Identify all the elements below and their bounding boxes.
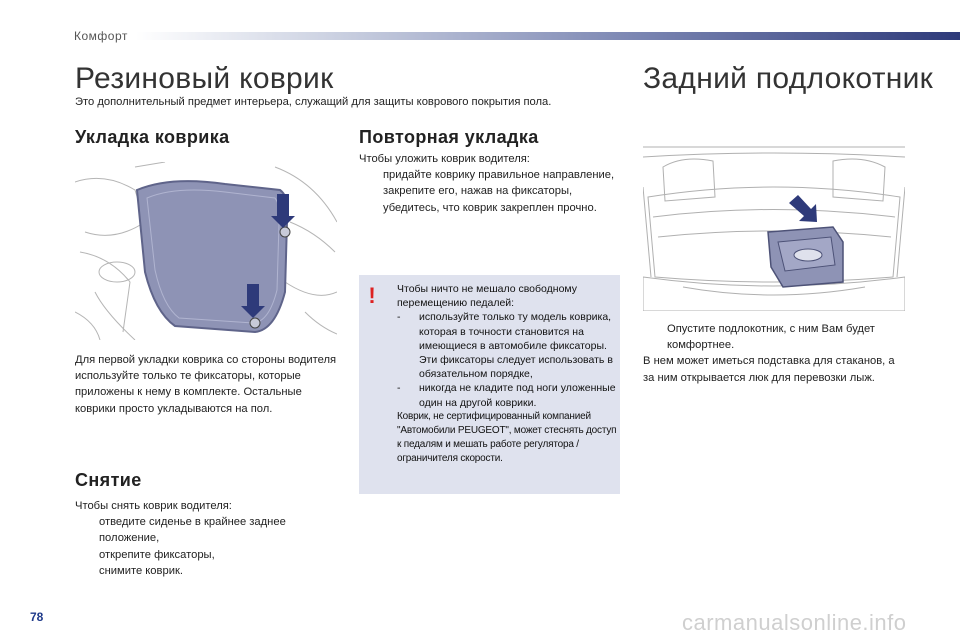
list-item: убедитесь, что коврик закреплен прочно. [383,201,597,214]
dash-icon: - [397,382,401,395]
header-bar [136,32,960,40]
floor-mat-illustration [75,162,337,340]
warning-icon: ! [368,283,376,308]
warning-list [397,310,619,409]
list-item: закрепите его, нажав на фиксаторы, [383,185,573,198]
section-header: Комфорт [74,29,128,43]
refit-intro: Чтобы уложить коврик водителя: [359,153,530,165]
list-item: отведите сиденье в крайнее заднее положение, [99,516,286,545]
warning-note: Коврик, не сертифицированный компанией "Автомобили PEUGEOT", может стеснять доступ к педалям и мешать работе регулятора / ограничителя скорости. [397,410,617,465]
list-item: - никогда не кладите под ноги уложенные один на другой коврики. [397,382,616,409]
armrest-text: В нем может иметься подставка для стаканов, а за ним открывается люк для перевозки лыж. [643,355,895,384]
install-text: Для первой укладки коврика со стороны водителя используйте только те фиксаторы, которые приложены к нему в комплекте. Остальные коврики просто укладываются на пол. [75,354,337,415]
dash-icon: - [397,311,401,324]
removal-heading: Снятие [75,470,142,490]
list-item: - используйте только ту модель коврика, которая в точности становится на имеющиеся в автомобиле фиксаторы. Эти фиксаторы следует использовать в обязательном порядке, [397,311,613,381]
refit-heading: Повторная укладка [359,127,539,147]
down-arrow-icon [789,195,817,222]
refit-body [359,151,621,216]
list-item: открепите фиксаторы, [99,548,215,561]
removal-body [75,498,340,579]
watermark: carmanualsonline.info [682,610,907,635]
rear-armrest-illustration [643,127,905,311]
refit-list [359,167,621,216]
removal-intro: Чтобы снять коврик водителя: [75,500,232,512]
armrest-title: Задний подлокотник [643,62,934,95]
armrest-body [643,321,908,386]
page-number: 78 [30,610,44,624]
list-item: Опустите подлокотник, с ним Вам будет комфортнее. [667,323,875,352]
list-item: придайте коврику правильное направление, [383,169,615,182]
install-heading: Укладка коврика [75,127,230,147]
armrest-list [643,321,908,353]
warning-text [397,282,619,467]
warning-intro: Чтобы ничто не мешало свободному перемещению педалей: [397,283,577,310]
mat-subtitle: Это дополнительный предмет интерьера, служащий для защиты коврового покрытия пола. [75,96,552,108]
list-item: снимите коврик. [99,564,183,577]
removal-list [75,514,340,579]
mat-title: Резиновый коврик [75,62,334,95]
